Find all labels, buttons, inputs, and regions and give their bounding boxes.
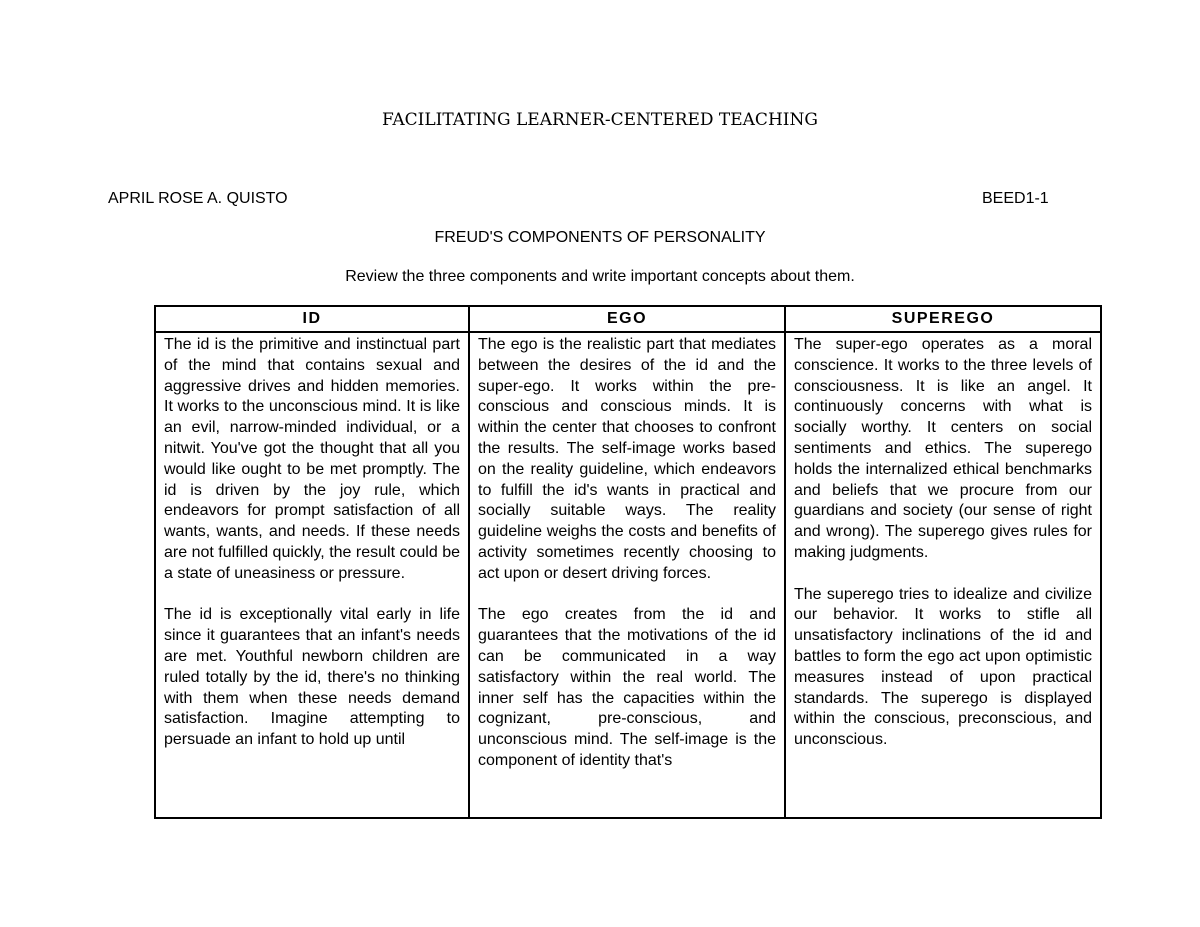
table-header-row [155,306,1101,332]
superego-paragraph-1: The super-ego operates as a moral conscience. It works to the three levels of consciousness. It is like an angel. It continuously concerns with what is socially worthy. It centers on social sentiments and ethics. The superego holds the internalized ethical benchmarks and beliefs that we procure from our guardians and society (our sense of right and wrong). The superego gives rules for making judgments. [794,336,1092,561]
ego-paragraph-1: The ego is the realistic part that mediates between the desires of the id and the super-ego. It works within the pre-conscious and conscious minds. It is within the center that chooses to confront the results. The self-image works based on the reality guideline, which endeavors to fulfill the id's wants in practical and socially suitable ways. The reality guideline weighs the costs and benefits of activity sometimes recently choosing to act upon or desert driving forces. [478,336,776,582]
id-paragraph-2: The id is exceptionally vital early in life since it guarantees that an infant's needs are met. Youthful newborn children are ruled totally by the id, there's no thinking with them when these needs demand satisfaction. Imagine attempting to persuade an infant to hold up until [164,606,460,749]
column-header-superego: SUPEREGO [785,306,1101,332]
document-heading: FREUD'S COMPONENTS OF PERSONALITY [434,229,766,246]
student-name: APRIL ROSE A. QUISTO [108,190,288,207]
id-paragraph-1: The id is the primitive and instinctual part of the mind that contains sexual and aggressive drives and hidden memories. It works to the unconscious mind. It is like an evil, narrow-minded individual, or a nitwit. You've got the thought that all you would like ought to be met promptly. The id is driven by the joy rule, which endeavors for prompt satisfaction of all wants, wants, and needs. If these needs are not fulfilled quickly, the result could be a state of uneasiness or pressure. [164,336,460,582]
instruction-text: Review the three components and write important concepts about them. [345,268,855,285]
column-header-id: ID [155,306,469,332]
ego-cell [469,332,785,818]
ego-paragraph-2: The ego creates from the id and guarantees that the motivations of the id can be communicated in a way satisfactory within the real world. The inner self has the capacities within the cognizant, pre-conscious, and unconscious mind. The self-image is the component of identity that's [478,606,776,769]
column-header-ego: EGO [469,306,785,332]
table-row [155,332,1101,818]
superego-cell [785,332,1101,818]
document-title: FACILITATING LEARNER-CENTERED TEACHING [382,110,818,130]
superego-paragraph-2: The superego tries to idealize and civilize our behavior. It works to stifle all unsatisfactory inclinations of the id and battles to form the ego act upon optimistic measures instead of upon practical standards. The superego is displayed within the conscious, preconscious, and unconscious. [794,585,1092,749]
id-cell [155,332,469,818]
class-section: BEED1-1 [982,190,1049,207]
personality-components-table [154,305,1102,819]
